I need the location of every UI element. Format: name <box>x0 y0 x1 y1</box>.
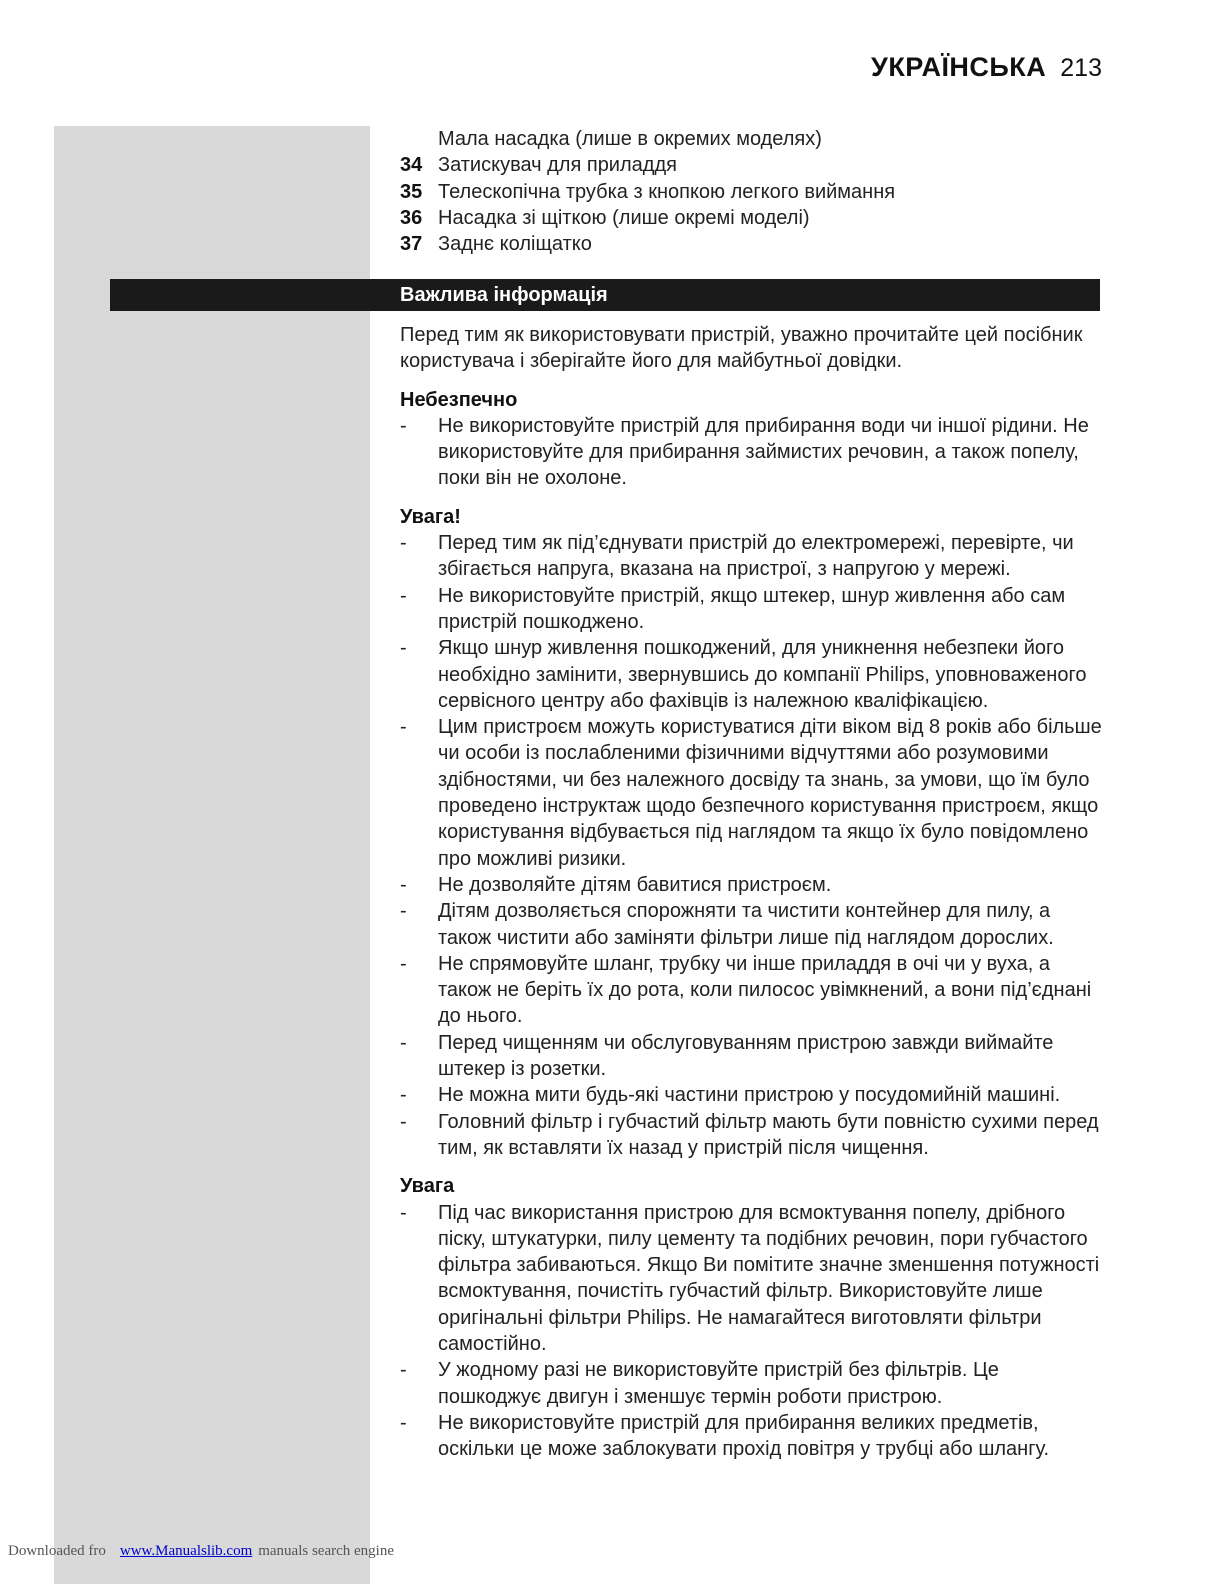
bullet: - <box>400 952 407 975</box>
item-number: 35 <box>400 180 423 203</box>
list-item <box>400 1030 1105 1083</box>
bullet: - <box>400 1084 407 1107</box>
item-text: Не можна мити будь-які частини пристрою у посудомийній машині. <box>438 1084 1061 1107</box>
language-title: УКРАЇНСЬКА <box>871 52 1047 82</box>
bullet: - <box>400 584 407 607</box>
bullet: - <box>400 716 407 739</box>
safety-content <box>400 322 1105 1462</box>
page-number: 213 <box>1060 54 1102 82</box>
item-text: Якщо шнур живлення пошкоджений, для уникнення небезпеки його необхідно замінити, звернувшись до компанії Philips, уповноваженого сервісного центру або фахівців із належною кваліфікацією. <box>438 637 1087 712</box>
bullet: - <box>400 637 407 660</box>
danger-list <box>400 413 1105 492</box>
item-text: Дітям дозволяється спорожняти та чистити контейнер для пилу, а також чистити або заміняти фільтри лише під наглядом дорослих. <box>438 900 1054 949</box>
item-text: Цим пристроєм можуть користуватися діти віком від 8 років або більше чи особи із послабленими фізичними відчуттями або розумовими здібностями, чи без належного досвіду та знань, за умови, що їм було проведено інструктаж щодо безпечного користування пристроєм, якщо користування відбувається під наглядом та якщо їх було повідомлено про можливі ризики. <box>438 716 1102 870</box>
item-text: Головний фільтр і губчастий фільтр мають бути повністю сухими перед тим, як вставляти їх назад у пристрій після чищення. <box>438 1110 1099 1159</box>
list-item <box>400 231 1120 257</box>
list-item <box>400 530 1105 583</box>
list-item <box>400 152 1120 178</box>
danger-heading: Небезпечно <box>400 388 518 411</box>
item-text: Не використовуйте пристрій, якщо штекер, шнур живлення або сам пристрій пошкоджено. <box>438 584 1066 633</box>
list-item <box>400 898 1105 951</box>
bullet: - <box>400 414 407 437</box>
bullet: - <box>400 900 407 923</box>
caution-heading: Увага <box>400 1175 455 1198</box>
list-item <box>400 1082 1105 1108</box>
list-item <box>400 126 1120 152</box>
bullet: - <box>400 873 407 896</box>
item-text: Не спрямовуйте шланг, трубку чи інше приладдя в очі чи у вуха, а також не беріть їх до рота, коли пилосос увімкнений, а вони під’єднані до нього. <box>438 952 1092 1028</box>
list-item <box>400 1200 1105 1358</box>
list-item <box>400 413 1105 492</box>
list-item <box>400 583 1105 636</box>
bullet: - <box>400 1031 407 1054</box>
footer-suffix: manuals search engine <box>258 1543 395 1559</box>
warning-heading: Увага! <box>400 505 461 528</box>
list-item <box>400 205 1120 231</box>
manualslib-link[interactable]: www.Manualslib.com <box>119 1543 253 1559</box>
list-item <box>400 1410 1105 1463</box>
list-item <box>400 714 1105 872</box>
caution-list <box>400 1200 1105 1463</box>
item-text: Не використовуйте пристрій для прибирання великих предметів, оскільки це може заблокувати прохід повітря у трубці або шлангу. <box>438 1411 1050 1461</box>
bullet: - <box>400 1359 407 1382</box>
page-header <box>871 52 1102 83</box>
bullet: - <box>400 1201 407 1224</box>
list-item <box>400 1109 1105 1162</box>
item-text: Заднє коліщатко <box>438 233 592 256</box>
section-title: Важлива інформація <box>110 279 1100 311</box>
item-number <box>400 126 438 152</box>
grey-sidebar <box>54 126 370 1584</box>
item-number: 37 <box>400 233 423 256</box>
list-item <box>400 1357 1105 1410</box>
download-footer <box>8 1543 394 1560</box>
warning-list <box>400 530 1105 1161</box>
list-item <box>400 635 1105 714</box>
item-number: 34 <box>400 154 423 177</box>
item-text: Телескопічна трубка з кнопкою легкого виймання <box>438 180 896 203</box>
item-text: Не використовуйте пристрій для прибирання води чи іншої рідини. Не використовуйте для прибирання займистих речовин, а також попелу, поки він не охолоне. <box>438 414 1089 490</box>
item-number: 36 <box>400 206 423 229</box>
list-item <box>400 951 1105 1030</box>
parts-list <box>400 126 1120 257</box>
footer-prefix: Downloaded fro <box>8 1543 106 1559</box>
list-item <box>400 872 1105 898</box>
item-text: Насадка зі щіткою (лише окремі моделі) <box>438 206 810 229</box>
item-text: Затискувач для приладдя <box>438 154 677 177</box>
item-text: Під час використання пристрою для всмоктування попелу, дрібного піску, штукатурки, пилу цементу та подібних речовин, пори губчастого фільтра забиваються. Якщо Ви помітите значне зменшення потужності всмоктування, почистіть губчастий фільтр. Використовуйте лише оригінальні фільтри Philips. Не намагайтеся виготовляти фільтри самостійно. <box>438 1201 1100 1355</box>
intro-text: Перед тим як використовувати пристрій, уважно прочитайте цей посібник користувача і зберігайте його для майбутньої довідки. <box>400 324 1083 373</box>
bullet: - <box>400 1110 407 1133</box>
list-item <box>400 179 1120 205</box>
item-text: Мала насадка (лише в окремих моделях) <box>438 128 822 150</box>
item-text: Не дозволяйте дітям бавитися пристроєм. <box>438 873 832 896</box>
bullet: - <box>400 1411 407 1434</box>
bullet: - <box>400 532 407 555</box>
item-text: У жодному разі не використовуйте пристрій без фільтрів. Це пошкоджує двигун і зменшує термін роботи пристрою. <box>438 1359 999 1408</box>
item-text: Перед тим як під’єднувати пристрій до електромережі, перевірте, чи збігається напруга, вказана на пристрої, з напругою у мережі. <box>438 532 1074 581</box>
item-text: Перед чищенням чи обслуговуванням пристрою завжди виймайте штекер із розетки. <box>438 1031 1054 1081</box>
